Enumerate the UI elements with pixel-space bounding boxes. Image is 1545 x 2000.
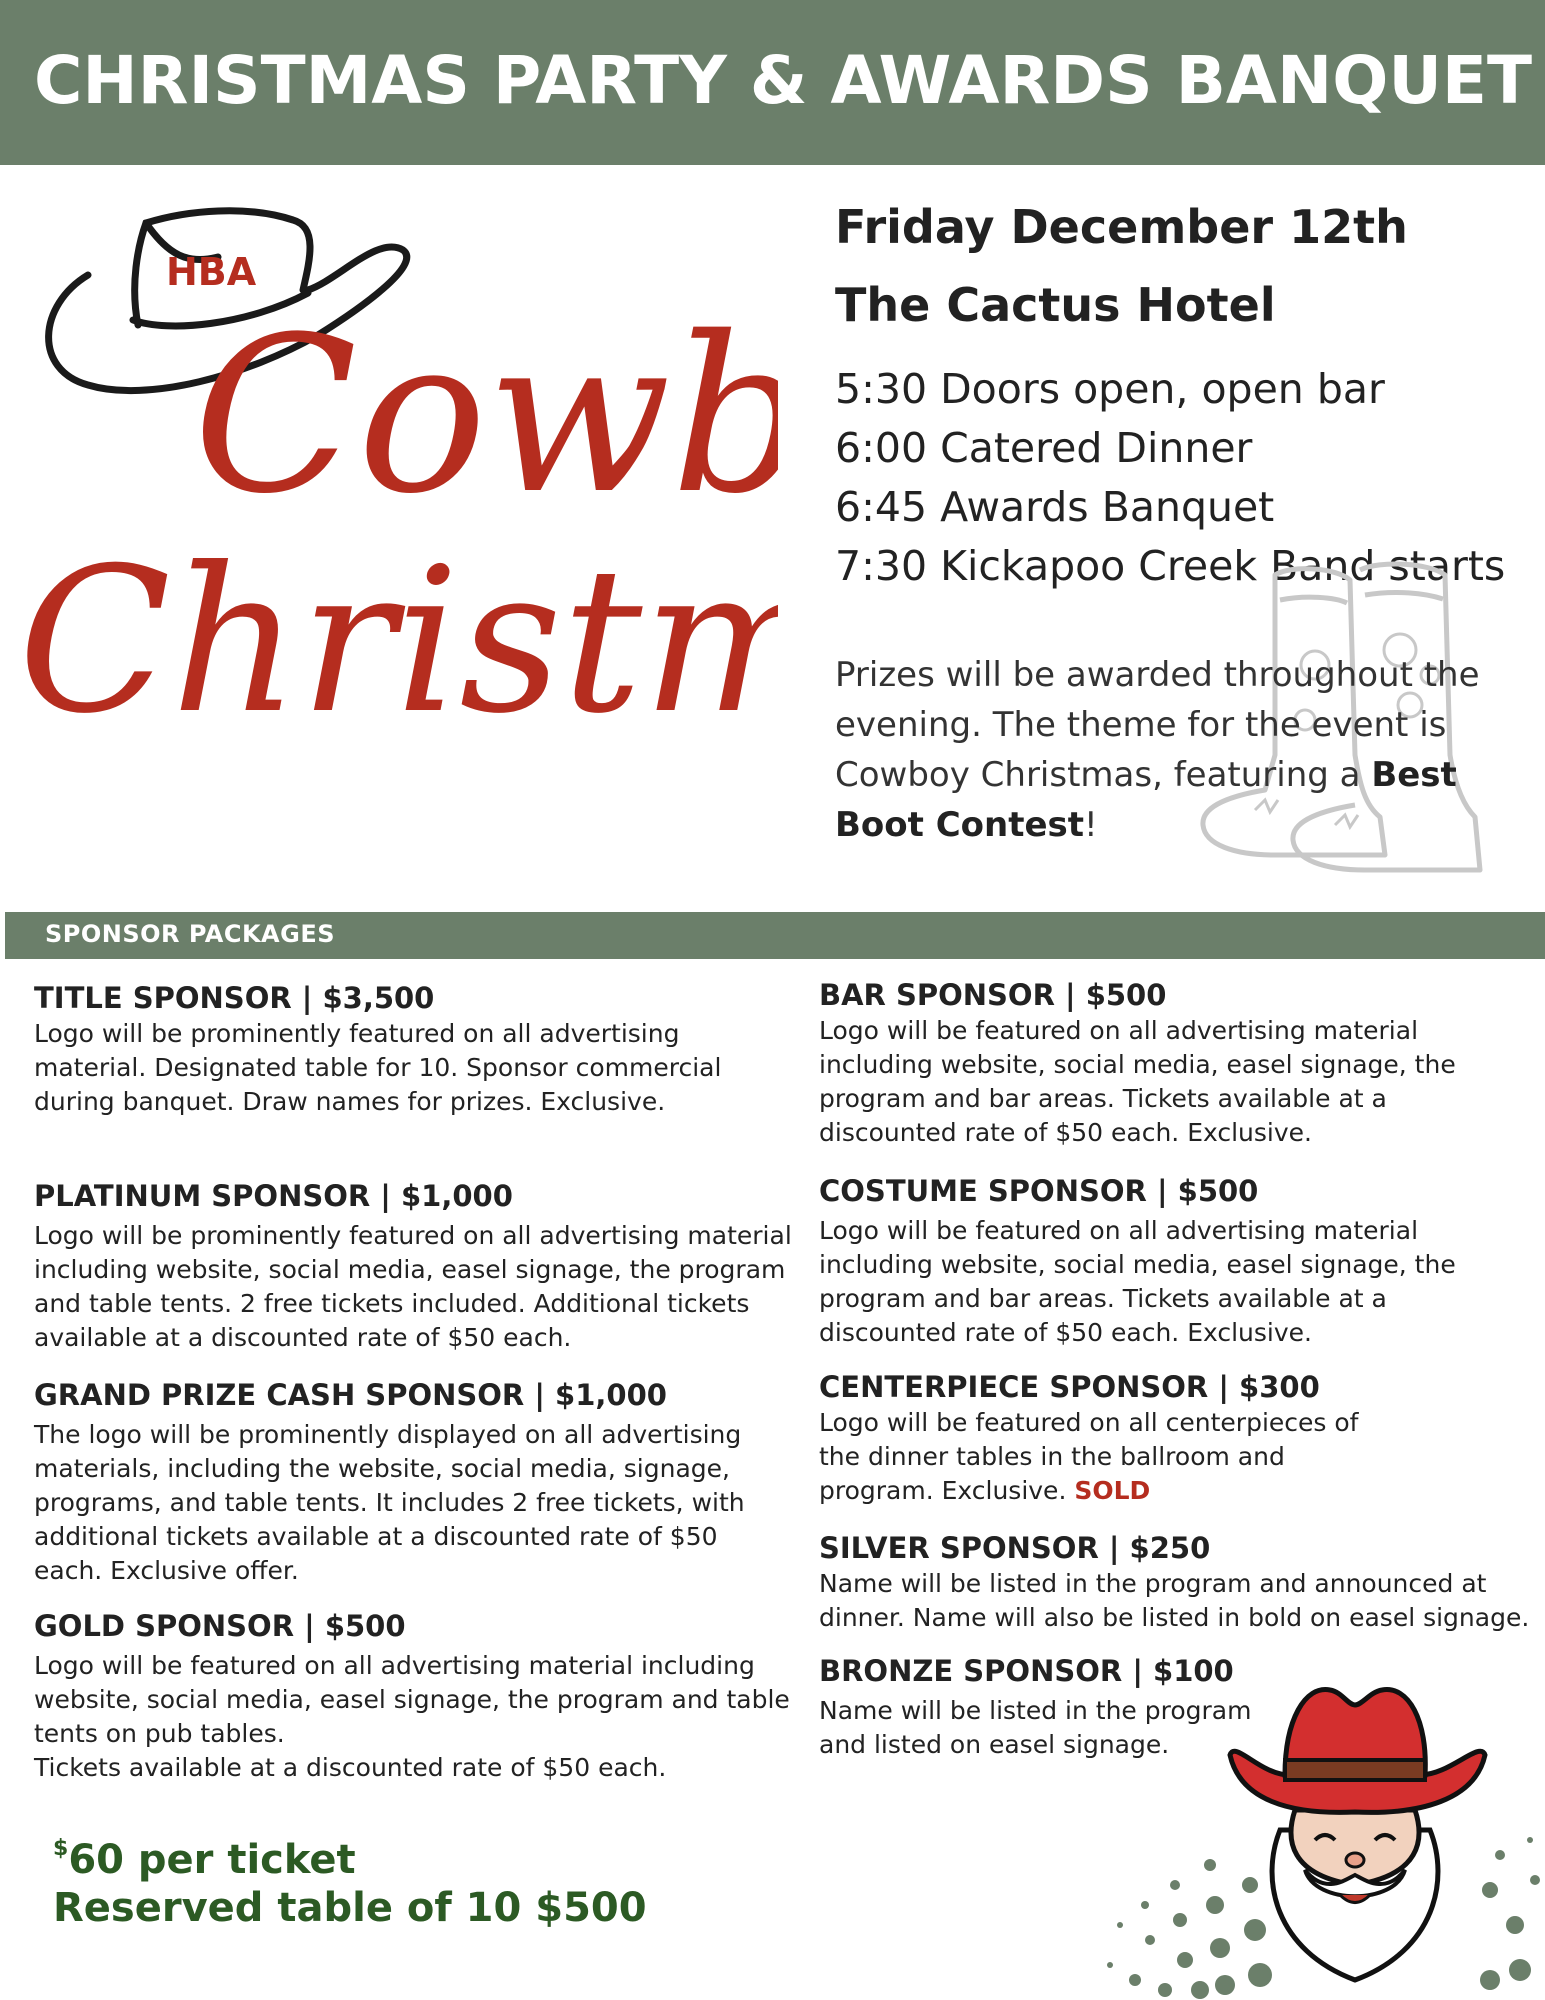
logo-line-1: Cow [193,290,671,541]
sponsor-text: Logo will be prominently featured on all advertising material including website, social media, easel signage, the program and table tents. 2 free tickets included. Additional tickets available at a discounted rate of $50 each. [34,1221,792,1352]
centerpiece-sponsor [819,1368,1379,1508]
ticket-price [53,1825,647,1884]
schedule-item: 6:00 Catered Dinner [835,424,1253,472]
cowboy-christmas-logo [18,205,778,805]
grand-prize-cash-sponsor [34,1376,774,1588]
sponsor-title: BRONZE SPONSOR | $100 [819,1654,1234,1688]
header-banner [0,0,1545,165]
sponsor-text: The logo will be prominently displayed on all advertising materials, including the website, social media, signage, programs, and table tents. It includes 2 free tickets, with additional tickets available at a discounted rate of $50 each. Exclusive offer. [34,1420,745,1585]
schedule-item: 7:30 Kickapoo Creek Band starts [835,542,1506,590]
sponsor-text: Name will be listed in the program and listed on easel signage. [819,1696,1252,1759]
silver-sponsor [819,1529,1545,1635]
schedule-item: 6:45 Awards Banquet [835,483,1275,531]
currency-symbol: $ [53,1836,69,1861]
page-title: CHRISTMAS PARTY & AWARDS BANQUET [34,42,1533,119]
description-text: Prizes will be awarded throughout the evening. The theme for the event is Cowboy Christmas, featuring a [835,655,1480,795]
sponsor-text: Logo will be featured on all centerpieces of the dinner tables in the ballroom and program. Exclusive. [819,1408,1359,1505]
sponsor-title: PLATINUM SPONSOR | $1,000 [34,1179,513,1213]
sponsor-text: Logo will be featured on all advertising material including website, social media, easel signage, the program and bar areas. Tickets available at a discounted rate of $50 each. Exclusive. [819,1216,1456,1347]
sponsor-title: COSTUME SPONSOR | $500 [819,1174,1259,1208]
platinum-sponsor [34,1177,804,1355]
title-sponsor [34,979,764,1119]
costume-sponsor [819,1172,1509,1350]
ticket-info [53,1825,647,1932]
sponsor-text: Logo will be prominently featured on all advertising material. Designated table for 10. Sponsor commercial during banquet. Draw names for prizes. Exclusive. [34,1019,722,1116]
best-boot-contest: Best Boot Contest [835,755,1457,845]
sponsor-text: Name will be listed in the program and announced at dinner. Name will also be listed in bold on easel signage. [819,1569,1530,1632]
schedule-item: 5:30 Doors open, open bar [835,365,1385,413]
sponsor-title: BAR SPONSOR | $500 [819,978,1167,1012]
sponsor-title: CENTERPIECE SPONSOR | $300 [819,1370,1320,1404]
sponsor-title: GRAND PRIZE CASH SPONSOR | $1,000 [34,1378,667,1412]
logo-badge: HBA [166,250,257,294]
event-date: Friday December 12th [835,200,1408,254]
sponsor-title: SILVER SPONSOR | $250 [819,1531,1211,1565]
bar-sponsor [819,976,1509,1150]
reserved-table: Reserved table of 10 $500 [53,1885,647,1931]
event-description [835,650,1515,850]
sponsor-title: GOLD SPONSOR | $500 [34,1609,406,1643]
logo-graphic [18,205,778,805]
sponsor-packages-heading: SPONSOR PACKAGES [45,920,336,948]
sponsor-text: Logo will be featured on all advertising material including website, social media, easel signage, the program and bar areas. Tickets available at a discounted rate of $50 each. Exclusive. [819,1016,1456,1147]
sponsor-text-wrap [819,1406,1379,1508]
ticket-price-text: 60 per ticket [68,1837,356,1883]
sold-badge: SOLD [1074,1476,1151,1505]
description-end: ! [1084,805,1098,845]
sponsor-text: Logo will be featured on all advertising material including website, social media, easel signage, the program and table tents on pub tables. [34,1651,790,1748]
cowboy-santa-icon [1090,1680,1545,2000]
gold-sponsor [34,1607,809,1785]
event-venue: The Cactus Hotel [835,278,1276,332]
sponsor-packages-bar [5,912,1545,959]
sponsor-title: TITLE SPONSOR | $3,500 [34,981,435,1015]
sponsor-text-2: Tickets available at a discounted rate of $50 each. [34,1753,667,1782]
logo-line-2: Christ [18,525,643,758]
